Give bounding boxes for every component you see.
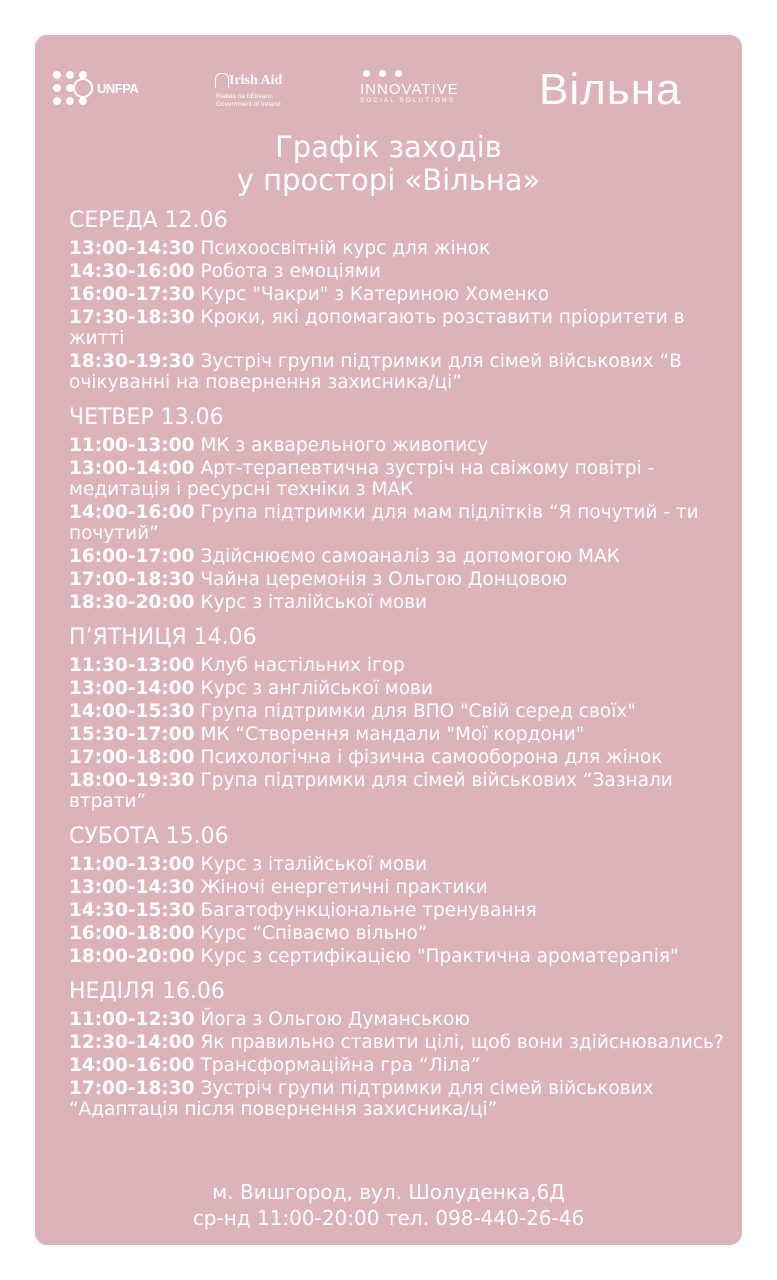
- brand-logo: Вільна: [539, 65, 682, 114]
- event-time: 13:00-14:30: [69, 238, 195, 259]
- event-time: 17:00-18:30: [69, 569, 195, 590]
- innovative-logo: [360, 70, 459, 104]
- event-item: [69, 1055, 729, 1076]
- event-title: Курс з італійської мови: [200, 854, 428, 875]
- event-title: Здійснюємо самоаналіз за допомогою МАК: [200, 546, 620, 567]
- event-title: МК з акварельного живопису: [200, 435, 489, 456]
- event-time: 18:00-19:30: [69, 770, 195, 791]
- event-time: 14:00-15:30: [69, 701, 195, 722]
- unfpa-logo-text: UNFPA: [97, 80, 139, 96]
- day-heading: СУБОТА 15.06: [69, 824, 229, 849]
- event-item: [69, 458, 729, 500]
- partner-logos: [35, 35, 742, 125]
- day-heading: СЕРЕДА 12.06: [69, 208, 228, 233]
- event-title: Клуб настільних ігор: [200, 655, 405, 676]
- event-time: 16:00-17:00: [69, 546, 195, 567]
- event-item: [69, 678, 729, 699]
- event-title: МК “Створення мандали "Мої кордони": [200, 724, 585, 745]
- event-title: Арт-терапевтична зустріч на свіжому повітрі - медитація і ресурсні техніки з МАК: [69, 458, 655, 500]
- day-heading: П’ЯТНИЦЯ 14.06: [69, 625, 257, 650]
- event-title: Курс з італійської мови: [200, 592, 428, 613]
- event-title: Зустріч групи підтримки для сімей військових “Адаптація після повернення захисника/ці”: [69, 1078, 654, 1120]
- innovative-subtitle: SOCIAL SOLUTIONS: [360, 97, 455, 104]
- event-time: 17:00-18:00: [69, 747, 195, 768]
- event-title: Група підтримки для ВПО "Свій серед своїх": [200, 701, 636, 722]
- event-time: 18:00-20:00: [69, 946, 195, 967]
- event-time: 16:00-17:30: [69, 284, 195, 305]
- footer-contacts: [35, 1179, 742, 1231]
- event-title: Група підтримки для сімей військових “Зазнали втрати”: [69, 770, 673, 812]
- innovative-name: INNOVATIVE: [360, 81, 459, 98]
- irish-aid-name: Irish Aid: [229, 73, 283, 88]
- day-section: [69, 625, 729, 812]
- title-line-1: Графік заходів: [275, 130, 502, 164]
- event-time: 14:30-15:30: [69, 900, 195, 921]
- irish-aid-sub-line1: Rialtas na hÉireann: [216, 93, 273, 100]
- schedule-list: [69, 208, 729, 1132]
- event-title: Психоосвітній курс для жінок: [200, 238, 491, 259]
- event-item: [69, 569, 729, 590]
- event-item: [69, 946, 729, 967]
- event-time: 13:00-14:30: [69, 877, 195, 898]
- day-section: [69, 405, 729, 613]
- event-time: 11:00-12:30: [69, 1009, 195, 1030]
- event-item: [69, 877, 729, 898]
- event-item: [69, 1032, 729, 1053]
- event-title: Зустріч групи підтримки для сімей військових “В очікуванні на повернення захисника/ці”: [69, 351, 682, 393]
- schedule-poster: [35, 35, 742, 1245]
- event-item: [69, 1078, 729, 1120]
- event-title: Курс з сертифікацією "Практична ароматерапія": [200, 946, 679, 967]
- day-section: [69, 208, 729, 393]
- event-item: [69, 770, 729, 812]
- unfpa-logo: [53, 71, 138, 105]
- event-item: [69, 854, 729, 875]
- event-item: [69, 701, 729, 722]
- irish-aid-sub-line2: Government of Ireland: [216, 101, 281, 108]
- event-time: 12:30-14:00: [69, 1032, 195, 1053]
- event-item: [69, 546, 729, 567]
- three-dots-icon: [363, 70, 459, 77]
- globe-icon: [73, 78, 93, 98]
- event-item: [69, 900, 729, 921]
- day-heading: ЧЕТВЕР 13.06: [69, 405, 224, 430]
- event-title: Трансформаційна гра “Ліла”: [200, 1055, 481, 1076]
- event-item: [69, 307, 729, 349]
- event-item: [69, 502, 729, 544]
- address-text: м. Вишгород, вул. Шолуденка,6Д: [212, 1180, 565, 1204]
- event-time: 17:30-18:30: [69, 307, 195, 328]
- event-title: Курс "Чакри" з Катериною Хоменко: [200, 284, 550, 305]
- event-item: [69, 1009, 729, 1030]
- event-item: [69, 724, 729, 745]
- harp-icon: [215, 73, 229, 88]
- event-title: Робота з емоціями: [200, 261, 381, 282]
- event-time: 16:00-18:00: [69, 923, 195, 944]
- day-heading: НЕДІЛЯ 16.06: [69, 979, 225, 1004]
- event-time: 14:00-16:00: [69, 1055, 195, 1076]
- hours-phone-text: ср-нд 11:00-20:00 тел. 098-440-26-46: [192, 1206, 585, 1230]
- event-item: [69, 261, 729, 282]
- event-time: 18:30-20:00: [69, 592, 195, 613]
- page-title: [35, 131, 742, 197]
- event-item: [69, 747, 729, 768]
- event-time: 17:00-18:30: [69, 1078, 195, 1099]
- event-item: [69, 923, 729, 944]
- event-item: [69, 435, 729, 456]
- event-time: 11:00-13:00: [69, 435, 195, 456]
- irish-aid-subtitle: [216, 93, 281, 109]
- event-title: Психологічна і фізична самооборона для жінок: [200, 747, 663, 768]
- event-title: Йога з Ольгою Думанською: [200, 1009, 470, 1030]
- event-time: 11:00-13:00: [69, 854, 195, 875]
- event-item: [69, 592, 729, 613]
- event-item: [69, 655, 729, 676]
- event-time: 11:30-13:00: [69, 655, 195, 676]
- event-time: 13:00-14:00: [69, 458, 195, 479]
- event-time: 15:30-17:00: [69, 724, 195, 745]
- event-title: Жіночі енергетичні практики: [200, 877, 488, 898]
- event-title: Як правильно ставити цілі, щоб вони здійснювались?: [200, 1032, 724, 1053]
- event-time: 14:30-16:00: [69, 261, 195, 282]
- event-item: [69, 238, 729, 259]
- event-title: Чайна церемонія з Ольгою Донцовою: [200, 569, 568, 590]
- event-title: Багатофункціональне тренування: [200, 900, 537, 921]
- event-time: 13:00-14:00: [69, 678, 195, 699]
- event-time: 18:30-19:30: [69, 351, 195, 372]
- event-title: Курс з англійської мови: [200, 678, 433, 699]
- event-item: [69, 284, 729, 305]
- day-section: [69, 979, 729, 1120]
- title-line-2: у просторі «Вільна»: [236, 163, 541, 197]
- event-time: 14:00-16:00: [69, 502, 195, 523]
- event-title: Група підтримки для мам підлітків “Я почутий - ти почутий”: [69, 502, 699, 544]
- day-section: [69, 824, 729, 967]
- event-item: [69, 351, 729, 393]
- event-title: Курс “Співаємо вільно”: [200, 923, 428, 944]
- event-title: Кроки, які допомагають розставити пріоритети в житті: [69, 307, 685, 349]
